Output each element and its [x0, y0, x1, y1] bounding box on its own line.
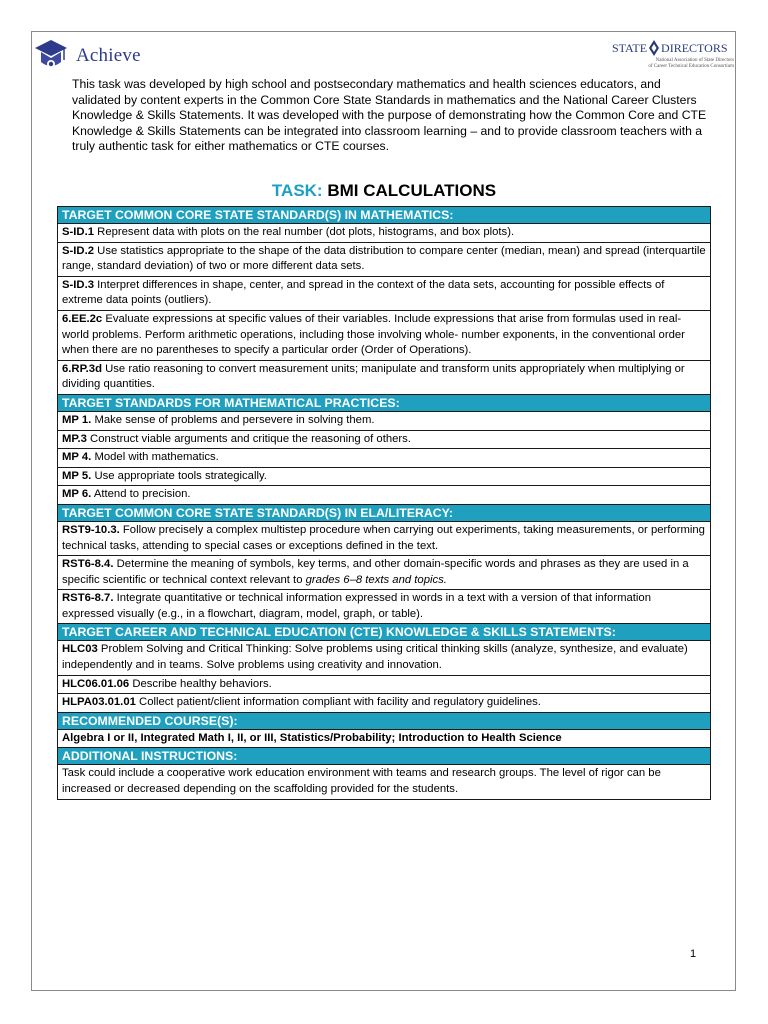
practice-row: MP 6. Attend to precision.	[58, 485, 710, 504]
task-label: TASK:	[271, 181, 323, 200]
standard-row: S-ID.1 Represent data with plots on the real number (dot plots, histograms, and box plots).	[58, 223, 710, 242]
section-header-cte: TARGET CAREER AND TECHNICAL EDUCATION (CTE) KNOWLEDGE & SKILLS STATEMENTS:	[58, 623, 710, 640]
section-header-courses: RECOMMENDED COURSE(S):	[58, 712, 710, 729]
state-directors-text-1: STATE	[612, 40, 648, 55]
additional-row: Task could include a cooperative work education environment with teams and research groups. The level of rigor can be increased or decreased depending on the scaffolding provided for the students.	[58, 764, 710, 798]
practice-row: MP.3 Construct viable arguments and critique the reasoning of others.	[58, 430, 710, 449]
state-directors-text-2: DIRECTORS	[661, 40, 728, 55]
standard-row: S-ID.2 Use statistics appropriate to the shape of the data distribution to compare center (median, mean) and spread (interquartile range, standard deviation) of two or more different data sets.	[58, 242, 710, 276]
ela-row: RST9-10.3. Follow precisely a complex multistep procedure when carrying out experiments, taking measurements, or performing technical tasks, attending to special cases or exceptions defined in the text.	[58, 521, 710, 555]
section-header-math: TARGET COMMON CORE STATE STANDARD(S) IN MATHEMATICS:	[58, 207, 710, 223]
ela-row: RST6-8.7. Integrate quantitative or technical information expressed in words in a text with a version of that information expressed visually (e.g., in a flowchart, diagram, model, graph, or table).	[58, 589, 710, 623]
standard-row: S-ID.3 Interpret differences in shape, center, and spread in the context of the data sets, accounting for possible effects of extreme data points (outliers).	[58, 276, 710, 310]
cte-row: HLC06.01.06 Describe healthy behaviors.	[58, 675, 710, 694]
state-directors-logo	[612, 40, 734, 69]
section-header-ela: TARGET COMMON CORE STATE STANDARD(S) IN ELA/LITERACY:	[58, 504, 710, 521]
state-directors-subtitle-2: of Career Technical Education Consortium	[648, 63, 734, 69]
standards-table	[57, 206, 711, 800]
standard-row: 6.RP.3d Use ratio reasoning to convert measurement units; manipulate and transform units appropriately when multiplying or dividing quantities.	[58, 360, 710, 394]
state-directors-subtitle-1: National Association of State Directors	[655, 58, 734, 63]
standard-row: 6.EE.2c Evaluate expressions at specific values of their variables. Include expressions that arise from formulas used in real-world problems. Perform arithmetic operations, including those involving whole- number exponents, in the conventional order when there are no parentheses to specify a particular order (Order of Operations).	[58, 310, 710, 360]
cte-row: HLPA03.01.01 Collect patient/client information compliant with facility and regulatory guidelines.	[58, 693, 710, 712]
page-number: 1	[690, 948, 697, 960]
cte-row: HLC03 Problem Solving and Critical Thinking: Solve problems using critical thinking skills (analyze, synthesize, and evaluate) independently and in teams. Solve problems using creativity and innovation.	[58, 640, 710, 674]
practice-row: MP 5. Use appropriate tools strategically.	[58, 467, 710, 486]
task-title	[0, 181, 768, 201]
diamond-icon	[649, 40, 659, 56]
achieve-logo	[34, 38, 141, 74]
courses-row: Algebra I or II, Integrated Math I, II, or III, Statistics/Probability; Introduction to Health Science	[58, 729, 710, 748]
task-name: BMI CALCULATIONS	[327, 181, 497, 200]
section-header-practices: TARGET STANDARDS FOR MATHEMATICAL PRACTICES:	[58, 394, 710, 411]
section-header-additional: ADDITIONAL INSTRUCTIONS:	[58, 747, 710, 764]
achieve-logo-text: Achieve	[76, 45, 141, 66]
practice-row: MP 1. Make sense of problems and persevere in solving them.	[58, 411, 710, 430]
intro-paragraph: This task was developed by high school and postsecondary mathematics and health sciences educators, and validated by content experts in the Common Core State Standards in mathematics and the National Career Clusters Knowledge & Skills Statements. It was developed with the purpose of demonstrating how the Common Core and CTE Knowledge & Skills Statements can be integrated into classroom learning – and to provide classroom teachers with a truly authentic task for either mathematics or CTE courses.	[72, 77, 707, 154]
practice-row: MP 4. Model with mathematics.	[58, 448, 710, 467]
graduation-cap-icon	[34, 38, 68, 74]
ela-row: RST6-8.4. Determine the meaning of symbols, key terms, and other domain-specific words and phrases as they are used in a specific scientific or technical context relevant to grades 6–8 texts and topics.	[58, 555, 710, 589]
